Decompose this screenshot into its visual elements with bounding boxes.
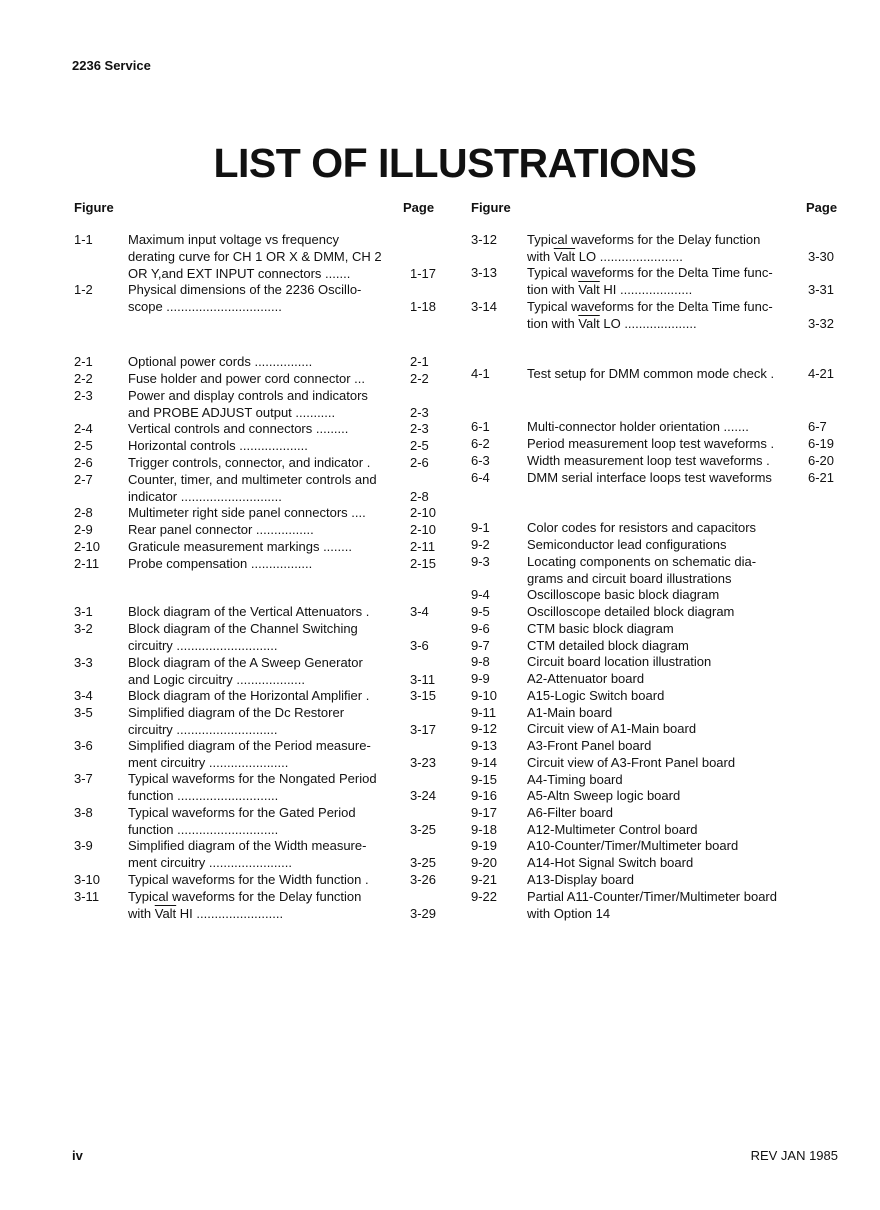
figure-number: 2-6 xyxy=(74,455,93,470)
figure-entry xyxy=(471,299,848,333)
figure-description xyxy=(128,872,369,889)
figure-entry xyxy=(471,604,848,621)
figure-description xyxy=(128,604,369,621)
figure-description xyxy=(128,522,314,539)
figure-number: 3-12 xyxy=(471,232,498,247)
description-line: OR Y,and EXT INPUT connectors ....... xyxy=(128,265,351,281)
description-line: Typical waveforms for the Nongated Period xyxy=(128,771,377,786)
figure-number: 9-8 xyxy=(471,654,490,669)
figure-description xyxy=(128,655,363,689)
figure-description xyxy=(527,805,613,822)
figure-entry xyxy=(471,889,848,923)
figure-description xyxy=(128,282,361,316)
description-line: Period measurement loop test waveforms . xyxy=(527,436,775,451)
page-number: 3-30 xyxy=(808,248,835,264)
figure-entry xyxy=(74,354,450,371)
figure-entry xyxy=(471,366,848,383)
page-number: 3-23 xyxy=(410,754,437,770)
figure-entry xyxy=(74,688,450,705)
figure-description xyxy=(527,855,693,872)
figure-number: 9-5 xyxy=(471,604,490,619)
footer-revision: REV JAN 1985 xyxy=(750,1148,838,1163)
figure-number: 9-12 xyxy=(471,721,498,736)
figure-number: 3-5 xyxy=(74,705,93,720)
figure-number: 2-7 xyxy=(74,472,93,487)
document-header: 2236 Service xyxy=(72,58,151,73)
figure-number: 3-13 xyxy=(471,265,498,280)
description-line: Simplified diagram of the Width measure- xyxy=(128,838,367,853)
figure-entry xyxy=(471,436,848,453)
figure-entry xyxy=(471,838,848,855)
description-line: indicator ............................ xyxy=(128,488,282,504)
figure-description xyxy=(527,889,777,923)
description-line: Simplified diagram of the Period measure- xyxy=(128,738,371,753)
figure-number: 2-9 xyxy=(74,522,93,537)
description-line: ment circuitry ....................... xyxy=(128,854,292,870)
figure-number: 3-9 xyxy=(74,838,93,853)
figure-entry xyxy=(471,265,848,299)
figure-entry xyxy=(471,453,848,470)
figure-number: 2-2 xyxy=(74,371,93,386)
description-line: A1-Main board xyxy=(527,705,613,720)
description-line: Typical waveforms for the Gated Period xyxy=(128,805,356,820)
figure-number: 2-8 xyxy=(74,505,93,520)
page-number: 1-17 xyxy=(410,265,437,281)
description-line: Probe compensation ................. xyxy=(128,556,313,571)
figure-number: 9-17 xyxy=(471,805,498,820)
figure-description xyxy=(527,671,644,688)
page-number: 3-31 xyxy=(808,281,835,297)
figure-description xyxy=(128,705,344,739)
description-line: A4-Timing board xyxy=(527,772,623,787)
figure-entry xyxy=(471,688,848,705)
figure-description xyxy=(527,621,674,638)
figure-entry xyxy=(74,738,450,772)
page-number: 3-25 xyxy=(410,821,437,837)
footer-page-number: iv xyxy=(72,1148,83,1163)
figure-entry xyxy=(471,772,848,789)
figure-description xyxy=(128,838,366,872)
description-line: Simplified diagram of the Dc Restorer xyxy=(128,705,345,720)
figure-description xyxy=(527,265,773,299)
figure-description xyxy=(128,354,312,371)
figure-description xyxy=(128,621,358,655)
page-number: 2-3 xyxy=(410,421,429,436)
figure-entry xyxy=(74,282,450,316)
figure-entry xyxy=(74,505,450,522)
figure-entry xyxy=(471,738,848,755)
description-line: Circuit view of A3-Front Panel board xyxy=(527,755,736,770)
figure-number: 9-14 xyxy=(471,755,498,770)
figure-entry xyxy=(471,654,848,671)
left-page-column-header: Page xyxy=(403,200,435,215)
figure-description xyxy=(128,738,371,772)
figure-description xyxy=(527,520,756,537)
description-line: function ............................ xyxy=(128,787,279,803)
description-line: Locating components on schematic dia- xyxy=(527,554,757,569)
page-number: 3-29 xyxy=(410,905,437,921)
page-number: 4-21 xyxy=(808,366,835,381)
figure-number: 3-11 xyxy=(74,889,100,904)
description-line: Counter, timer, and multimeter controls and xyxy=(128,472,377,487)
figure-number: 2-1 xyxy=(74,354,93,369)
figure-description xyxy=(527,755,735,772)
figure-entry xyxy=(74,388,450,422)
figure-description xyxy=(527,788,680,805)
figure-description xyxy=(128,438,308,455)
figure-entry xyxy=(74,872,450,889)
figure-description xyxy=(527,872,634,889)
description-line: grams and circuit board illustrations xyxy=(527,570,732,586)
figure-entry xyxy=(471,520,848,537)
figure-number: 3-2 xyxy=(74,621,93,636)
figure-entry xyxy=(471,621,848,638)
description-line: Circuit board location illustration xyxy=(527,654,712,669)
figure-entry xyxy=(74,455,450,472)
page-number: 2-1 xyxy=(410,354,429,369)
description-line: Typical waveforms for the Delta Time func- xyxy=(527,299,773,314)
right-page-column-header: Page xyxy=(806,200,838,215)
figure-number: 3-14 xyxy=(471,299,498,314)
description-line: Block diagram of the Vertical Attenuators . xyxy=(128,604,370,619)
figure-description xyxy=(527,366,774,383)
page-number: 6-19 xyxy=(808,436,835,451)
figure-description xyxy=(527,604,734,621)
figure-entry xyxy=(74,438,450,455)
description-line: A12-Multimeter Control board xyxy=(527,822,698,837)
description-line: A3-Front Panel board xyxy=(527,738,652,753)
figure-entry xyxy=(74,889,450,923)
page-number: 2-11 xyxy=(410,539,436,554)
description-line: Multimeter right side panel connectors .... xyxy=(128,505,366,520)
description-line: Typical waveforms for the Width function . xyxy=(128,872,369,887)
page-number: 6-21 xyxy=(808,470,835,485)
description-line: Test setup for DMM common mode check . xyxy=(527,366,775,381)
figure-number: 2-4 xyxy=(74,421,93,436)
description-line: Fuse holder and power cord connector ... xyxy=(128,371,366,386)
description-line: Width measurement loop test waveforms . xyxy=(527,453,770,468)
figure-entry xyxy=(471,855,848,872)
description-line: Oscilloscope detailed block diagram xyxy=(527,604,735,619)
figure-number: 9-7 xyxy=(471,638,490,653)
description-line: A15-Logic Switch board xyxy=(527,688,665,703)
page-number: 3-4 xyxy=(410,604,429,619)
figure-description xyxy=(128,232,382,282)
figure-description xyxy=(128,688,369,705)
description-line: A2-Attenuator board xyxy=(527,671,645,686)
description-line: tion with Valt HI .................... xyxy=(527,281,693,297)
figure-entry xyxy=(74,556,450,573)
figure-number: 6-2 xyxy=(471,436,490,451)
description-line: Rear panel connector ................ xyxy=(128,522,314,537)
figure-entry xyxy=(471,671,848,688)
description-line: A6-Filter board xyxy=(527,805,613,820)
figure-number: 3-7 xyxy=(74,771,93,786)
figure-entry xyxy=(471,872,848,889)
figure-number: 6-3 xyxy=(471,453,490,468)
description-line: Optional power cords ................ xyxy=(128,354,313,369)
description-line: Power and display controls and indicators xyxy=(128,388,368,403)
description-line: and Logic circuitry ................... xyxy=(128,671,306,687)
description-line: Typical waveforms for the Delay function xyxy=(128,889,362,904)
figure-entry xyxy=(471,755,848,772)
description-line: A13-Display board xyxy=(527,872,634,887)
description-line: Horizontal controls ................... xyxy=(128,438,308,453)
figure-description xyxy=(128,889,361,923)
page-number: 3-24 xyxy=(410,787,437,803)
figure-description xyxy=(527,688,664,705)
page-number: 2-2 xyxy=(410,371,429,386)
figure-description xyxy=(527,721,696,738)
figure-entry xyxy=(74,371,450,388)
page-number: 6-7 xyxy=(808,419,827,434)
figure-entry xyxy=(471,537,848,554)
description-line: circuitry ............................ xyxy=(128,721,278,737)
figure-number: 9-18 xyxy=(471,822,498,837)
figure-entry xyxy=(74,522,450,539)
description-line: Typical waveforms for the Delta Time func- xyxy=(527,265,773,280)
figure-number: 3-10 xyxy=(74,872,101,887)
right-figure-column-header: Figure xyxy=(471,200,511,215)
figure-description xyxy=(128,805,356,839)
figure-entry xyxy=(471,554,848,588)
figure-number: 6-1 xyxy=(471,419,490,434)
figure-description xyxy=(527,838,738,855)
figure-entry xyxy=(471,822,848,839)
description-line: circuitry ............................ xyxy=(128,637,278,653)
page-title: LIST OF ILLUSTRATIONS xyxy=(213,140,697,186)
figure-number: 9-6 xyxy=(471,621,490,636)
page-number: 3-6 xyxy=(410,637,429,653)
figure-entry xyxy=(471,705,848,722)
figure-entry xyxy=(74,421,450,438)
figure-number: 9-19 xyxy=(471,838,498,853)
page-number: 2-3 xyxy=(410,404,429,420)
figure-entry xyxy=(471,470,848,487)
page-number: 2-10 xyxy=(410,522,437,537)
figure-entry xyxy=(471,638,848,655)
left-figure-column-header: Figure xyxy=(74,200,114,215)
figure-number: 9-2 xyxy=(471,537,490,552)
description-line: tion with Valt LO .................... xyxy=(527,315,697,331)
description-line: Physical dimensions of the 2236 Oscillo- xyxy=(128,282,362,297)
figure-number: 9-9 xyxy=(471,671,490,686)
description-line: and PROBE ADJUST output ........... xyxy=(128,404,336,420)
figure-description xyxy=(128,455,370,472)
description-line: CTM detailed block diagram xyxy=(527,638,689,653)
figure-description xyxy=(527,537,726,554)
figure-description xyxy=(527,470,772,487)
page-number: 3-25 xyxy=(410,854,437,870)
page-number: 3-15 xyxy=(410,688,437,703)
figure-description xyxy=(128,371,365,388)
description-line: CTM basic block diagram xyxy=(527,621,674,636)
figure-number: 9-1 xyxy=(471,520,490,535)
description-line: Partial A11-Counter/Timer/Multimeter board xyxy=(527,889,777,904)
description-line: derating curve for CH 1 OR X & DMM, CH 2 xyxy=(128,248,382,264)
figure-description xyxy=(527,453,770,470)
page-number: 1-18 xyxy=(410,298,437,314)
figure-entry xyxy=(74,805,450,839)
figure-entry xyxy=(471,721,848,738)
figure-description xyxy=(128,388,368,422)
description-line: Multi-connector holder orientation ....... xyxy=(527,419,749,434)
figure-entry xyxy=(74,539,450,556)
description-line: A14-Hot Signal Switch board xyxy=(527,855,694,870)
figure-description xyxy=(527,232,760,266)
description-line: Block diagram of the A Sweep Generator xyxy=(128,655,363,670)
figure-description xyxy=(527,419,749,436)
figure-number: 3-8 xyxy=(74,805,93,820)
description-line: Color codes for resistors and capacitors xyxy=(527,520,757,535)
figure-entry xyxy=(74,655,450,689)
figure-description xyxy=(527,587,719,604)
figure-description xyxy=(128,771,377,805)
description-line: A10-Counter/Timer/Multimeter board xyxy=(527,838,739,853)
description-line: Maximum input voltage vs frequency xyxy=(128,232,339,247)
figure-description xyxy=(128,472,377,506)
figure-number: 9-20 xyxy=(471,855,498,870)
figure-number: 2-10 xyxy=(74,539,101,554)
figure-entry xyxy=(471,805,848,822)
figure-entry xyxy=(471,587,848,604)
figure-number: 2-3 xyxy=(74,388,93,403)
figure-entry xyxy=(74,838,450,872)
page-number: 2-5 xyxy=(410,438,429,453)
figure-description xyxy=(128,556,312,573)
figure-description xyxy=(527,822,698,839)
figure-entry xyxy=(74,621,450,655)
figure-description xyxy=(527,299,773,333)
description-line: function ............................ xyxy=(128,821,279,837)
description-line: scope ................................ xyxy=(128,298,282,314)
figure-description xyxy=(527,554,756,588)
page-number: 6-20 xyxy=(808,453,835,468)
figure-number: 3-6 xyxy=(74,738,93,753)
figure-number: 9-13 xyxy=(471,738,498,753)
figure-entry xyxy=(471,788,848,805)
figure-number: 1-1 xyxy=(74,232,93,247)
description-line: Circuit view of A1-Main board xyxy=(527,721,697,736)
description-line: with Valt LO ....................... xyxy=(527,248,683,264)
page-number: 3-26 xyxy=(410,872,437,887)
description-line: with Option 14 xyxy=(527,905,611,921)
figure-description xyxy=(128,539,352,556)
figure-description xyxy=(527,738,651,755)
figure-entry xyxy=(74,472,450,506)
description-line: Trigger controls, connector, and indicator . xyxy=(128,455,371,470)
figure-number: 1-2 xyxy=(74,282,93,297)
figure-entry xyxy=(74,232,450,282)
figure-number: 6-4 xyxy=(471,470,490,485)
figure-number: 3-4 xyxy=(74,688,93,703)
description-line: A5-Altn Sweep logic board xyxy=(527,788,681,803)
figure-number: 9-3 xyxy=(471,554,490,569)
figure-description xyxy=(527,436,774,453)
figure-entry xyxy=(471,419,848,436)
description-line: Typical waveforms for the Delay function xyxy=(527,232,761,247)
description-line: DMM serial interface loops test waveforms xyxy=(527,470,772,485)
description-line: Oscilloscope basic block diagram xyxy=(527,587,720,602)
page-number: 2-8 xyxy=(410,488,429,504)
figure-number: 9-10 xyxy=(471,688,498,703)
figure-description xyxy=(527,772,623,789)
figure-number: 9-4 xyxy=(471,587,490,602)
figure-description xyxy=(527,705,612,722)
page-number: 2-10 xyxy=(410,505,437,520)
figure-number: 9-21 xyxy=(471,872,498,887)
figure-description xyxy=(527,654,711,671)
page-number: 3-11 xyxy=(410,671,436,687)
page-number: 3-32 xyxy=(808,315,835,331)
figure-number: 9-15 xyxy=(471,772,498,787)
page-number: 3-17 xyxy=(410,721,437,737)
figure-entry xyxy=(74,705,450,739)
figure-number: 4-1 xyxy=(471,366,490,381)
figure-entry xyxy=(74,771,450,805)
description-line: ment circuitry ...................... xyxy=(128,754,289,770)
page-number: 2-15 xyxy=(410,556,437,571)
description-line: Vertical controls and connectors ......... xyxy=(128,421,349,436)
figure-number: 2-11 xyxy=(74,556,100,571)
page-number: 2-6 xyxy=(410,455,429,470)
figure-number: 9-22 xyxy=(471,889,498,904)
description-line: Graticule measurement markings ........ xyxy=(128,539,352,554)
figure-number: 2-5 xyxy=(74,438,93,453)
figure-number: 9-11 xyxy=(471,705,497,720)
figure-number: 9-16 xyxy=(471,788,498,803)
figure-description xyxy=(527,638,689,655)
description-line: Block diagram of the Channel Switching xyxy=(128,621,358,636)
description-line: with Valt HI ........................ xyxy=(128,905,284,921)
figure-entry xyxy=(74,604,450,621)
figure-number: 3-3 xyxy=(74,655,93,670)
description-line: Semiconductor lead configurations xyxy=(527,537,727,552)
figure-description xyxy=(128,421,348,438)
figure-number: 3-1 xyxy=(74,604,93,619)
figure-entry xyxy=(471,232,848,266)
description-line: Block diagram of the Horizontal Amplifier . xyxy=(128,688,370,703)
figure-description xyxy=(128,505,366,522)
